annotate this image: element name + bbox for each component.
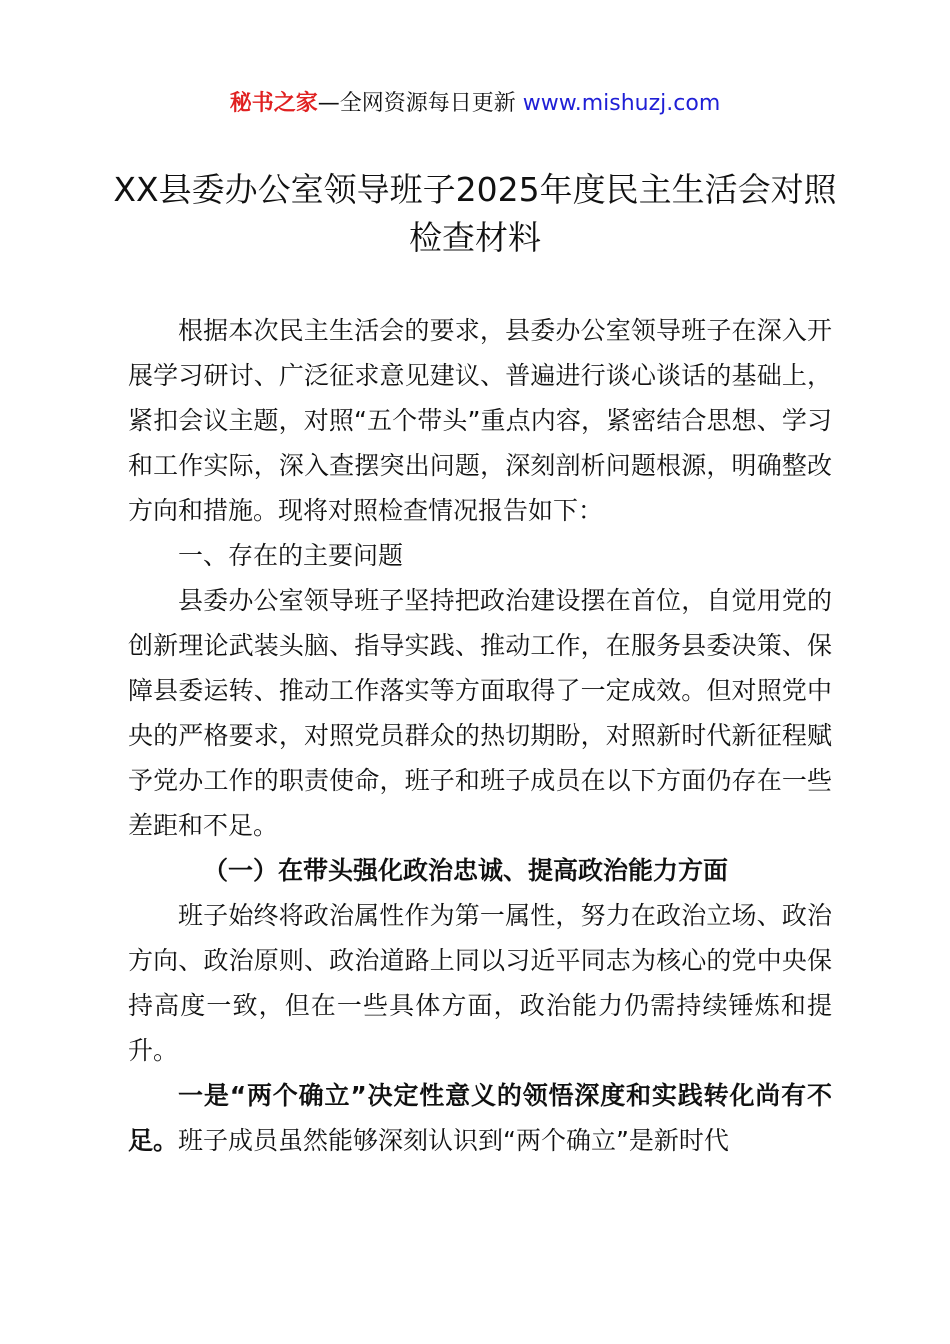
point-text: 班子成员虽然能够深刻认识到“两个确立”是新时代 (178, 1126, 729, 1155)
site-url-link[interactable]: www.mishuzj.com (522, 91, 721, 116)
brand-name: 秘书之家 (229, 91, 318, 116)
document-body (128, 308, 832, 1163)
site-header (0, 88, 950, 120)
section-paragraph: 县委办公室领导班子坚持把政治建设摆在首位，自觉用党的创新理论武装头脑、指导实践、推动工作，在服务县委决策、保障县委运转、推动工作落实等方面取得了一定成效。但对照党中央的严格要求，对照党员群众的热切期盼，对照新时代新征程赋予党办工作的职责使命，班子和班子成员在以下方面仍存在一些差距和不足。 (128, 586, 832, 840)
subsection-paragraph: 班子始终将政治属性作为第一属性，努力在政治立场、政治方向、政治原则、政治道路上同以习近平同志为核心的党中央保持高度一致，但在一些具体方面，政治能力仍需持续锤炼和提升。 (128, 901, 832, 1065)
document-title: XX县委办公室领导班子2025年度民主生活会对照检查材料 (113, 170, 837, 257)
section-heading-problems: 一、存在的主要问题 (178, 541, 404, 570)
header-tagline: —全网资源每日更新 (317, 91, 516, 116)
point-lead-bold: 一是“两个确立”决定性意义的领悟深度和实践转化尚有不足。 (128, 1081, 832, 1155)
intro-paragraph: 根据本次民主生活会的要求，县委办公室领导班子在深入开展学习研讨、广泛征求意见建议、普遍进行谈心谈话的基础上，紧扣会议主题，对照“五个带头”重点内容，紧密结合思想、学习和工作实际，深入查摆突出问题，深刻剖析问题根源，明确整改方向和措施。现将对照检查情况报告如下： (128, 316, 832, 525)
point-paragraph (128, 1073, 832, 1163)
subsection-heading: （一）在带头强化政治忠诚、提高政治能力方面 (203, 856, 729, 885)
